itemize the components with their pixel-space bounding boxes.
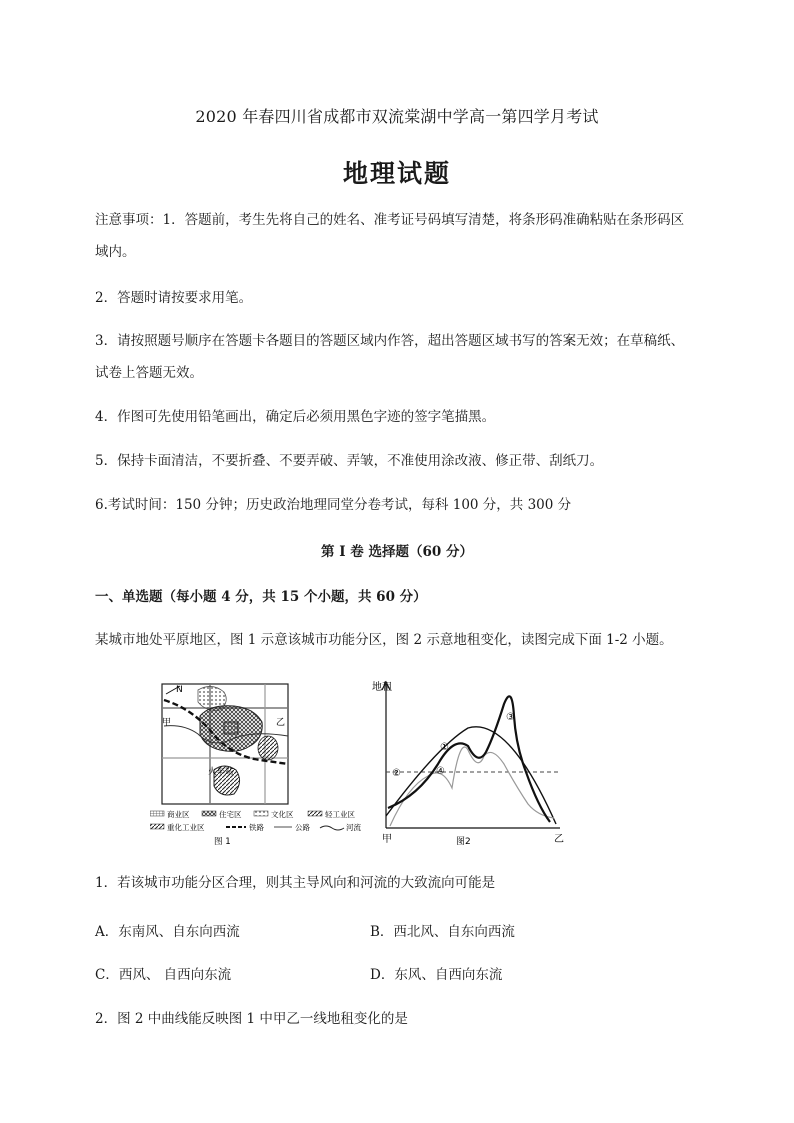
station-label: 火车站 [208,767,234,777]
question-1-option-d: D．东风、自西向东流 [370,967,503,983]
curve-label-1: ① [440,742,449,753]
notice-line-1: 注意事项：1．答题前，考生先将自己的姓名、准考证号码填写清楚，将条形码准确粘贴在条形码区 [95,212,685,228]
y-axis [382,682,390,828]
notice-line-1-cont: 域内。 [95,244,136,260]
north-label: N [176,685,183,695]
curve-1 [386,727,556,824]
legend-commercial: 商业区 [167,810,190,819]
x-end-label: 乙 [554,834,564,845]
question-intro: 某城市地处平原地区，图 1 示意该城市功能分区，图 2 示意地租变化，读图完成下面 1-2 小题。 [95,632,673,648]
legend-cultural-icon [254,811,268,816]
legend-cultural: 文化区 [271,810,294,819]
legend-river-icon [320,826,344,830]
legend-heavy-industry-icon [150,824,164,829]
legend-light-industry-icon [308,811,322,816]
legend-residential: 住宅区 [219,810,242,819]
section-title: 第 I 卷 选择题（60 分） [321,544,473,560]
legend-residential-icon [202,811,216,816]
notice-line-5: 5．保持卡面清洁，不要折叠、不要弄破、弄皱，不准使用涂改液、修正带、刮纸刀。 [95,453,604,469]
subject-title: 地理试题 [342,159,451,188]
curve-label-3: ③ [506,712,515,723]
curve-4 [390,747,554,826]
figure-1-city-map [150,678,370,850]
notice-line-4: 4．作图可先使用铅笔画出，确定后必须用黑色字迹的签字笔描黑。 [95,409,496,425]
light-industry-zone [258,736,278,760]
notice-line-6: 6.考试时间：150 分钟；历史政治地理同堂分卷考试，每科 100 分，共 300 分 [95,497,572,513]
notice-line-3-cont: 试卷上答题无效。 [95,365,203,381]
legend-commercial-icon [150,811,164,816]
question-2-stem: 2．图 2 中曲线能反映图 1 中甲乙一线地租变化的是 [95,1011,408,1027]
exam-title: 2020 年春四川省成都市双流棠湖中学高一第四学月考试 [195,107,599,126]
legend-road: 公路 [295,823,310,832]
curve-label-2: ② [392,768,401,779]
legend-light-industry: 轻工业区 [325,810,355,819]
figure-2-caption: 图2 [456,837,471,847]
x-start-label: 甲 [382,834,392,845]
question-1-option-a: A．东南风、自东向西流 [95,924,240,940]
yi-label: 乙 [276,718,286,728]
figure-1-caption: 图 1 [214,837,231,847]
question-1-option-b: B．西北风、自东向西流 [370,924,515,940]
legend-railway: 铁路 [249,823,264,832]
legend-heavy-industry: 重化工业区 [167,823,205,832]
commercial-zone [224,722,238,734]
jia-label: 甲 [162,718,172,728]
part-title: 一、单选题（每小题 4 分，共 15 个小题，共 60 分） [95,589,427,605]
question-1-stem: 1．若该城市功能分区合理，则其主导风向和河流的大致流向可能是 [95,875,496,891]
notice-line-2: 2．答题时请按要求用笔。 [95,290,253,306]
legend-river: 河流 [346,823,361,832]
curve-3 [388,696,550,822]
notice-line-3: 3．请按照题号顺序在答题卡各题目的答题区域内作答，超出答题区域书写的答案无效；在草稿纸、 [95,333,685,349]
curve-label-4: ④ [436,766,445,777]
y-axis-label-top: 地租 [372,682,392,693]
figure-2-land-rent [368,676,578,852]
map-legend [150,809,361,832]
question-1-option-c: C．西风、 自西向东流 [95,967,232,983]
